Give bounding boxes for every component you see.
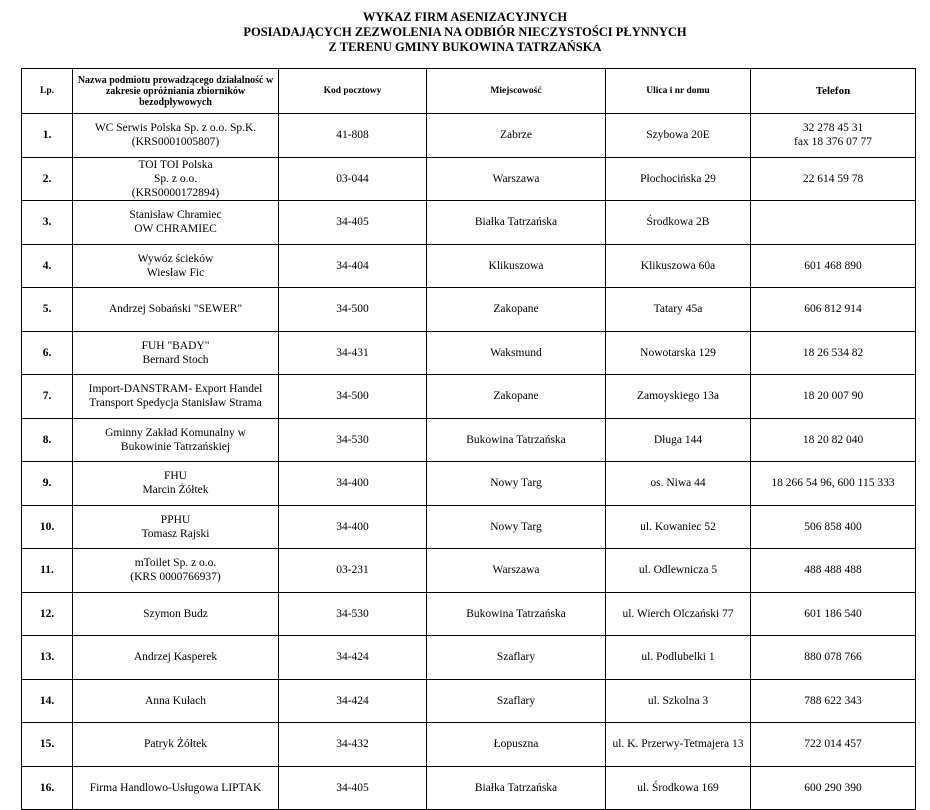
- phone-line: 601 186 540: [804, 607, 862, 620]
- phone-line: 506 858 400: [804, 520, 862, 533]
- cell-name: [73, 462, 279, 506]
- cell-city: Warszawa: [427, 157, 606, 201]
- cell-lp: 10.: [22, 505, 73, 549]
- cell-postal: 34-431: [279, 331, 427, 375]
- table-row: [22, 114, 916, 158]
- phone-line: 18 26 534 82: [802, 346, 864, 359]
- cell-street: Płochocińska 29: [606, 157, 751, 201]
- phone-line: 601 468 890: [804, 259, 862, 272]
- cell-city: Nowy Targ: [427, 505, 606, 549]
- header-street: Ulica i nr domu: [606, 69, 751, 114]
- cell-city: Łopuszna: [427, 723, 606, 767]
- name-line: Anna Kułach: [145, 694, 206, 707]
- cell-name: [73, 723, 279, 767]
- cell-city: Waksmund: [427, 331, 606, 375]
- cell-phone: [751, 331, 916, 375]
- cell-lp: 12.: [22, 592, 73, 636]
- cell-postal: 41-808: [279, 114, 427, 158]
- cell-name: [73, 679, 279, 723]
- cell-name: [73, 549, 279, 593]
- cell-postal: 34-400: [279, 462, 427, 506]
- phone-line: 22 614 59 78: [802, 172, 864, 185]
- cell-name: [73, 766, 279, 810]
- name-line: PPHU: [160, 513, 191, 526]
- table-row: [22, 462, 916, 506]
- cell-street: Szybowa 20E: [606, 114, 751, 158]
- name-line: mToilet Sp. z o.o.: [134, 557, 217, 570]
- name-line: (KRS0001005807): [131, 136, 220, 149]
- phone-line: 722 014 457: [804, 738, 862, 751]
- phone-line: 788 622 343: [804, 694, 862, 707]
- name-line: FUH "BADY": [141, 339, 210, 352]
- cell-name: [73, 636, 279, 680]
- cell-phone: [751, 375, 916, 419]
- table-row: [22, 679, 916, 723]
- cell-city: Warszawa: [427, 549, 606, 593]
- table-row: [22, 331, 916, 375]
- cell-phone: [751, 418, 916, 462]
- name-line: OW CHRAMIEC: [134, 223, 217, 236]
- cell-street: Długa 144: [606, 418, 751, 462]
- cell-phone: [751, 157, 916, 201]
- cell-name: [73, 375, 279, 419]
- name-line: (KRS 0000766937): [130, 571, 221, 584]
- cell-city: Bukowina Tatrzańska: [427, 418, 606, 462]
- phone-line: 18 20 82 040: [802, 433, 864, 446]
- cell-lp: 7.: [22, 375, 73, 419]
- table-row: [22, 244, 916, 288]
- name-line: Sp. z o.o.: [153, 172, 198, 185]
- cell-postal: 34-530: [279, 418, 427, 462]
- cell-phone: [751, 244, 916, 288]
- cell-city: Zakopane: [427, 375, 606, 419]
- cell-city: Szaflary: [427, 679, 606, 723]
- phone-line: 600 290 390: [804, 781, 862, 794]
- cell-phone: [751, 201, 916, 245]
- cell-street: Zamoyskiego 13a: [606, 375, 751, 419]
- cell-city: Białka Tatrzańska: [427, 766, 606, 810]
- cell-city: Bukowina Tatrzańska: [427, 592, 606, 636]
- cell-postal: 34-500: [279, 288, 427, 332]
- name-line: (KRS0000172894): [131, 186, 220, 199]
- cell-postal: 03-231: [279, 549, 427, 593]
- cell-lp: 9.: [22, 462, 73, 506]
- cell-phone: [751, 549, 916, 593]
- cell-lp: 14.: [22, 679, 73, 723]
- table-row: [22, 636, 916, 680]
- name-line: Wywóz ścieków: [137, 252, 214, 265]
- table-row: [22, 418, 916, 462]
- cell-lp: 11.: [22, 549, 73, 593]
- companies-table: [21, 68, 916, 810]
- name-line: Marcin Żółtek: [142, 484, 209, 497]
- name-line: Tomasz Rajski: [141, 527, 210, 540]
- table-body: [22, 114, 916, 810]
- name-line: Wiesław Fic: [146, 266, 205, 279]
- cell-city: Zabrze: [427, 114, 606, 158]
- table-row: [22, 723, 916, 767]
- name-line: Andrzej Sobański "SEWER": [108, 303, 243, 316]
- cell-lp: 13.: [22, 636, 73, 680]
- cell-postal: 34-400: [279, 505, 427, 549]
- cell-street: Tatary 45a: [606, 288, 751, 332]
- name-line: Firma Handlowo-Usługowa LIPTAK: [89, 781, 262, 794]
- cell-name: [73, 157, 279, 201]
- cell-street: ul. Odlewnicza 5: [606, 549, 751, 593]
- cell-street: Środkowa 2B: [606, 201, 751, 245]
- document-title: [0, 10, 930, 55]
- cell-postal: 34-405: [279, 201, 427, 245]
- cell-lp: 16.: [22, 766, 73, 810]
- cell-lp: 15.: [22, 723, 73, 767]
- cell-city: Klikuszowa: [427, 244, 606, 288]
- header-phone: Telefon: [751, 69, 916, 114]
- phone-line: 880 078 766: [804, 651, 862, 664]
- cell-name: [73, 592, 279, 636]
- cell-postal: 34-432: [279, 723, 427, 767]
- cell-lp: 4.: [22, 244, 73, 288]
- header-lp: Lp.: [22, 69, 73, 114]
- cell-street: os. Niwa 44: [606, 462, 751, 506]
- cell-lp: 2.: [22, 157, 73, 201]
- name-line: WC Serwis Polska Sp. z o.o. Sp.K.: [94, 122, 257, 135]
- header-city: Miejscowość: [427, 69, 606, 114]
- cell-street: ul. K. Przerwy-Tetmajera 13: [606, 723, 751, 767]
- cell-postal: 34-500: [279, 375, 427, 419]
- cell-street: ul. Środkowa 169: [606, 766, 751, 810]
- table-row: [22, 375, 916, 419]
- cell-street: ul. Kowaniec 52: [606, 505, 751, 549]
- cell-postal: 34-530: [279, 592, 427, 636]
- cell-phone: [751, 636, 916, 680]
- table-row: [22, 592, 916, 636]
- name-line: TOI TOI Polska: [138, 158, 213, 171]
- cell-phone: [751, 766, 916, 810]
- cell-lp: 3.: [22, 201, 73, 245]
- cell-name: [73, 201, 279, 245]
- header-name: Nazwa podmiotu prowadzącego działalność w zakresie opróżniania zbiorników bezodpływowych: [73, 69, 279, 114]
- table-row: [22, 505, 916, 549]
- cell-name: [73, 331, 279, 375]
- name-line: Andrzej Kasperek: [133, 651, 218, 664]
- name-line: FHU: [163, 470, 187, 483]
- cell-name: [73, 288, 279, 332]
- name-line: Gminny Zakład Komunalny w: [105, 426, 246, 439]
- table-row: [22, 766, 916, 810]
- name-line: Stanisław Chramiec: [129, 209, 222, 222]
- phone-line: 18 20 007 90: [802, 390, 864, 403]
- cell-lp: 5.: [22, 288, 73, 332]
- cell-phone: [751, 592, 916, 636]
- phone-line: 18 266 54 96, 600 115 333: [771, 477, 895, 490]
- cell-postal: 34-404: [279, 244, 427, 288]
- table-row: [22, 201, 916, 245]
- cell-phone: [751, 462, 916, 506]
- cell-postal: 34-405: [279, 766, 427, 810]
- title-line: POSIADAJĄCYCH ZEZWOLENIA NA ODBIÓR NIECZYSTOŚCI PŁYNNYCH: [243, 25, 687, 39]
- name-line: Transport Spedycja Stanisław Strama: [89, 397, 262, 410]
- cell-street: ul. Wierch Olczański 77: [606, 592, 751, 636]
- cell-phone: [751, 114, 916, 158]
- cell-phone: [751, 505, 916, 549]
- cell-postal: 34-424: [279, 679, 427, 723]
- table-row: [22, 288, 916, 332]
- cell-phone: [751, 679, 916, 723]
- cell-name: [73, 505, 279, 549]
- cell-lp: 1.: [22, 114, 73, 158]
- cell-name: [73, 418, 279, 462]
- cell-street: ul. Podlubelki 1: [606, 636, 751, 680]
- cell-street: ul. Szkolna 3: [606, 679, 751, 723]
- name-line: Szymon Budz: [143, 607, 208, 620]
- name-line: Patryk Żółtek: [144, 738, 207, 751]
- table-row: [22, 549, 916, 593]
- cell-lp: 6.: [22, 331, 73, 375]
- name-line: Bernard Stoch: [142, 353, 209, 366]
- cell-city: Nowy Targ: [427, 462, 606, 506]
- title-line: Z TERENU GMINY BUKOWINA TATRZAŃSKA: [328, 40, 602, 54]
- cell-lp: 8.: [22, 418, 73, 462]
- phone-line: 488 488 488: [804, 564, 862, 577]
- cell-phone: [751, 288, 916, 332]
- cell-postal: 34-424: [279, 636, 427, 680]
- table-header-row: [22, 69, 916, 114]
- phone-line: 606 812 914: [804, 303, 862, 316]
- cell-street: Klikuszowa 60a: [606, 244, 751, 288]
- cell-phone: [751, 723, 916, 767]
- cell-city: Szaflary: [427, 636, 606, 680]
- name-line: Bukowinie Tatrzańskiej: [120, 440, 231, 453]
- name-line: Import-DANSTRAM- Export Handel: [88, 383, 263, 396]
- cell-city: Białka Tatrzańska: [427, 201, 606, 245]
- phone-line: 32 278 45 31: [802, 122, 864, 135]
- table-row: [22, 157, 916, 201]
- cell-postal: 03-044: [279, 157, 427, 201]
- cell-street: Nowotarska 129: [606, 331, 751, 375]
- phone-line: fax 18 376 07 77: [794, 136, 872, 149]
- cell-name: [73, 114, 279, 158]
- cell-city: Zakopane: [427, 288, 606, 332]
- header-postal: Kod pocztowy: [279, 69, 427, 114]
- title-line: WYKAZ FIRM ASENIZACYJNYCH: [362, 10, 568, 24]
- cell-name: [73, 244, 279, 288]
